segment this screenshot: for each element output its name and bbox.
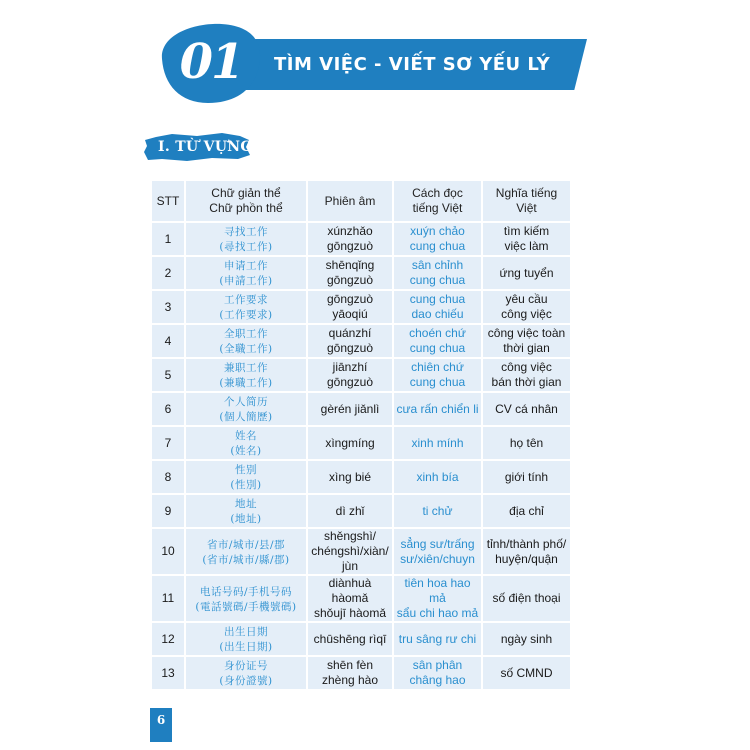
cell-meaning: ngày sinh <box>483 623 570 655</box>
cell-meaning: CV cá nhân <box>483 393 570 425</box>
cell-reading: sân phân châng hao <box>394 657 481 689</box>
section-title: I. TỪ VỰNG <box>158 139 253 155</box>
cell-meaning: họ tên <box>483 427 570 459</box>
cell-reading: choén chứ cung chua <box>394 325 481 357</box>
cell-pinyin: xìng bié <box>308 461 392 493</box>
cell-meaning: công việc bán thời gian <box>483 359 570 391</box>
cell-meaning: công việc toàn thời gian <box>483 325 570 357</box>
cell-stt: 8 <box>152 461 184 493</box>
cell-chinese: 申请工作 (申請工作) <box>186 257 306 289</box>
table-row <box>152 461 570 493</box>
cell-chinese: 身份证号 (身份證號) <box>186 657 306 689</box>
chapter-title: TÌM VIỆC - VIẾT SƠ YẾU LÝ LỊCH <box>274 54 551 126</box>
cell-pinyin: shēn fèn zhèng hào <box>308 657 392 689</box>
cell-reading: xinh mính <box>394 427 481 459</box>
cell-chinese: 兼职工作 (兼職工作) <box>186 359 306 391</box>
cell-stt: 12 <box>152 623 184 655</box>
cell-reading: tiên hoa hao mả sẩu chi hao mả <box>394 576 481 621</box>
cell-meaning: số CMND <box>483 657 570 689</box>
cell-stt: 6 <box>152 393 184 425</box>
table-row <box>152 223 570 255</box>
cell-stt: 2 <box>152 257 184 289</box>
cell-meaning: yêu cầu công việc <box>483 291 570 323</box>
cell-pinyin: shēnqǐng gōngzuò <box>308 257 392 289</box>
cell-stt: 13 <box>152 657 184 689</box>
table-row <box>152 657 570 689</box>
header-stt: STT <box>152 181 184 221</box>
cell-chinese: 全职工作 (全職工作) <box>186 325 306 357</box>
table-row <box>152 325 570 357</box>
table-row <box>152 495 570 527</box>
table-row <box>152 427 570 459</box>
cell-chinese: 寻找工作 (尋找工作) <box>186 223 306 255</box>
cell-meaning: địa chỉ <box>483 495 570 527</box>
cell-reading: sân chỉnh cung chua <box>394 257 481 289</box>
header-chinese: Chữ giản thể Chữ phồn thể <box>186 181 306 221</box>
cell-stt: 3 <box>152 291 184 323</box>
cell-meaning: tỉnh/thành phố/ huyện/quận <box>483 529 570 574</box>
cell-pinyin: xúnzhǎo gōngzuò <box>308 223 392 255</box>
table-row <box>152 359 570 391</box>
cell-reading: sẳng sư/trấng sư/xiên/chuyn <box>394 529 481 574</box>
cell-pinyin: chūshēng rìqī <box>308 623 392 655</box>
cell-chinese: 姓名 (姓名) <box>186 427 306 459</box>
cell-stt: 4 <box>152 325 184 357</box>
cell-pinyin: quánzhí gōngzuò <box>308 325 392 357</box>
cell-reading: cung chua dao chiếu <box>394 291 481 323</box>
cell-pinyin: jiānzhí gōngzuò <box>308 359 392 391</box>
cell-chinese: 电话号码/手机号码 (電話號碼/手機號碼) <box>186 576 306 621</box>
table-row <box>152 291 570 323</box>
vocabulary-table <box>150 179 572 691</box>
cell-stt: 9 <box>152 495 184 527</box>
cell-pinyin: xìngmíng <box>308 427 392 459</box>
cell-stt: 7 <box>152 427 184 459</box>
cell-reading: tru sâng rư chi <box>394 623 481 655</box>
cell-stt: 5 <box>152 359 184 391</box>
cell-meaning: số điện thoại <box>483 576 570 621</box>
cell-reading: xuýn chảo cung chua <box>394 223 481 255</box>
table-header-row <box>152 181 570 221</box>
chapter-number: 01 <box>179 34 243 90</box>
header-reading: Cách đọc tiếng Việt <box>394 181 481 221</box>
cell-meaning: ứng tuyển <box>483 257 570 289</box>
table-row <box>152 623 570 655</box>
cell-chinese: 工作要求 (工作要求) <box>186 291 306 323</box>
table-row <box>152 529 570 574</box>
cell-chinese: 出生日期 (出生日期) <box>186 623 306 655</box>
cell-reading: ti chử <box>394 495 481 527</box>
table-row <box>152 576 570 621</box>
cell-pinyin: gōngzuò yāoqiú <box>308 291 392 323</box>
header-pinyin: Phiên âm <box>308 181 392 221</box>
cell-meaning: giới tính <box>483 461 570 493</box>
cell-stt: 1 <box>152 223 184 255</box>
cell-stt: 11 <box>152 576 184 621</box>
page-number: 6 <box>150 708 172 742</box>
cell-pinyin: dì zhǐ <box>308 495 392 527</box>
cell-chinese: 性别 (性別) <box>186 461 306 493</box>
cell-reading: xinh bía <box>394 461 481 493</box>
cell-stt: 10 <box>152 529 184 574</box>
cell-reading: chiên chứ cung chua <box>394 359 481 391</box>
header-meaning: Nghĩa tiếng Việt <box>483 181 570 221</box>
cell-chinese: 地址 (地址) <box>186 495 306 527</box>
cell-pinyin: gèrén jiǎnlì <box>308 393 392 425</box>
cell-meaning: tìm kiếm việc làm <box>483 223 570 255</box>
cell-pinyin: diànhuà hàomǎ shǒujī hàomǎ <box>308 576 392 621</box>
cell-reading: cưa rấn chiển li <box>394 393 481 425</box>
cell-pinyin: shěngshì/ chéngshì/xiàn/ jùn <box>308 529 392 574</box>
cell-chinese: 个人简历 (個人簡歷) <box>186 393 306 425</box>
table-row <box>152 257 570 289</box>
chapter-number-badge <box>158 19 264 107</box>
table-row <box>152 393 570 425</box>
cell-chinese: 省市/城市/县/郡 (省市/城市/縣/郡) <box>186 529 306 574</box>
